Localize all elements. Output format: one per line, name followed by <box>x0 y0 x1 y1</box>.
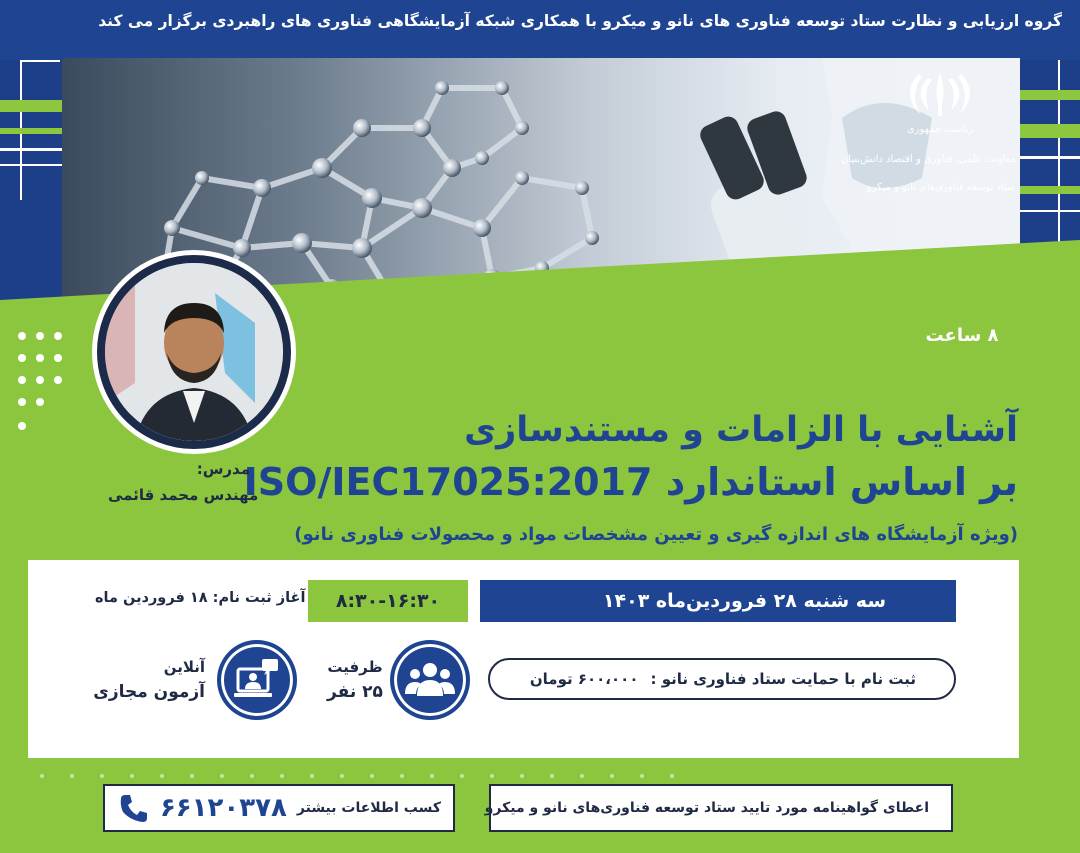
iran-emblem-icon <box>905 70 975 118</box>
dots-divider <box>0 770 720 784</box>
online-exam-icon <box>217 640 297 720</box>
certificate-box <box>484 784 953 832</box>
header-band <box>0 0 1080 60</box>
capacity-label: ظرفیت <box>327 658 383 676</box>
time-bar <box>308 580 468 622</box>
stripe-white <box>0 148 62 151</box>
hours-badge: ۸ ساعت <box>898 312 1026 358</box>
frame-line <box>20 60 60 62</box>
price-pill <box>488 658 956 700</box>
certificate-text: اعطای گواهینامه مورد تایید ستاد توسعه فناوری‌های نانو و میکرو <box>484 800 929 816</box>
capacity-count: ۲۵ نفر <box>327 682 383 702</box>
dots-decoration <box>18 332 78 442</box>
instructor-name: مهندس محمد قائمی <box>108 486 259 504</box>
emblem-line3: ستاد توسعه فناوری‌های نانو و میکرو <box>866 182 1016 193</box>
stripe-green <box>0 128 62 134</box>
contact-box <box>103 784 455 832</box>
online-label: آنلاین <box>163 658 205 676</box>
course-title-line1: آشنایی با الزامات و مستندسازی <box>464 410 1018 450</box>
course-title-line2: بر اساس استاندارد ISO/IEC17025:2017 <box>243 460 1018 504</box>
course-subtitle: (ویژه آزمایشگاه های اندازه گیری و تعیین مشخصات مواد و محصولات فناوری نانو) <box>294 524 1018 545</box>
stripe-white <box>1020 156 1080 159</box>
stripe-white <box>0 164 62 166</box>
header-text: گروه ارزیابی و نظارت ستاد توسعه فناوری های نانو و میکرو با همکاری شبکه آزمایشگاهی فناوری های راهبردی برگزار می کند <box>98 12 1062 30</box>
registration-start: آغاز ثبت نام: ۱۸ فروردین ماه <box>95 590 306 606</box>
price-label: ثبت نام با حمایت ستاد فناوری نانو : <box>650 670 916 688</box>
stripe-green <box>0 100 62 112</box>
emblem-line2: معاونت علمی، فناوری و اقتصاد دانش‌بنیان <box>840 154 1016 165</box>
date-bar <box>480 580 956 622</box>
stripe-green <box>1020 124 1080 138</box>
stripe-green <box>1020 186 1080 194</box>
contact-label: کسب اطلاعات بیشتر <box>296 800 441 816</box>
person-portrait <box>105 263 283 441</box>
price-amount: ۶۰۰،۰۰۰ تومان <box>529 670 639 688</box>
phone-icon <box>118 792 150 824</box>
instructor-photo <box>92 250 296 454</box>
group-icon <box>390 640 470 720</box>
course-date: سه شنبه ۲۸ فروردین‌ماه ۱۴۰۳ <box>602 590 886 612</box>
stripe-green <box>1020 90 1080 100</box>
stripe-white <box>1020 210 1080 212</box>
exam-label: آزمون مجازی <box>93 682 205 702</box>
emblem-line1: ریاست جمهوری <box>906 124 974 135</box>
contact-phone[interactable]: ۶۶۱۲۰۳۷۸ <box>159 793 287 823</box>
instructor-label: مدرس: <box>196 460 250 478</box>
course-time: ۸:۳۰-۱۶:۳۰ <box>335 590 441 612</box>
